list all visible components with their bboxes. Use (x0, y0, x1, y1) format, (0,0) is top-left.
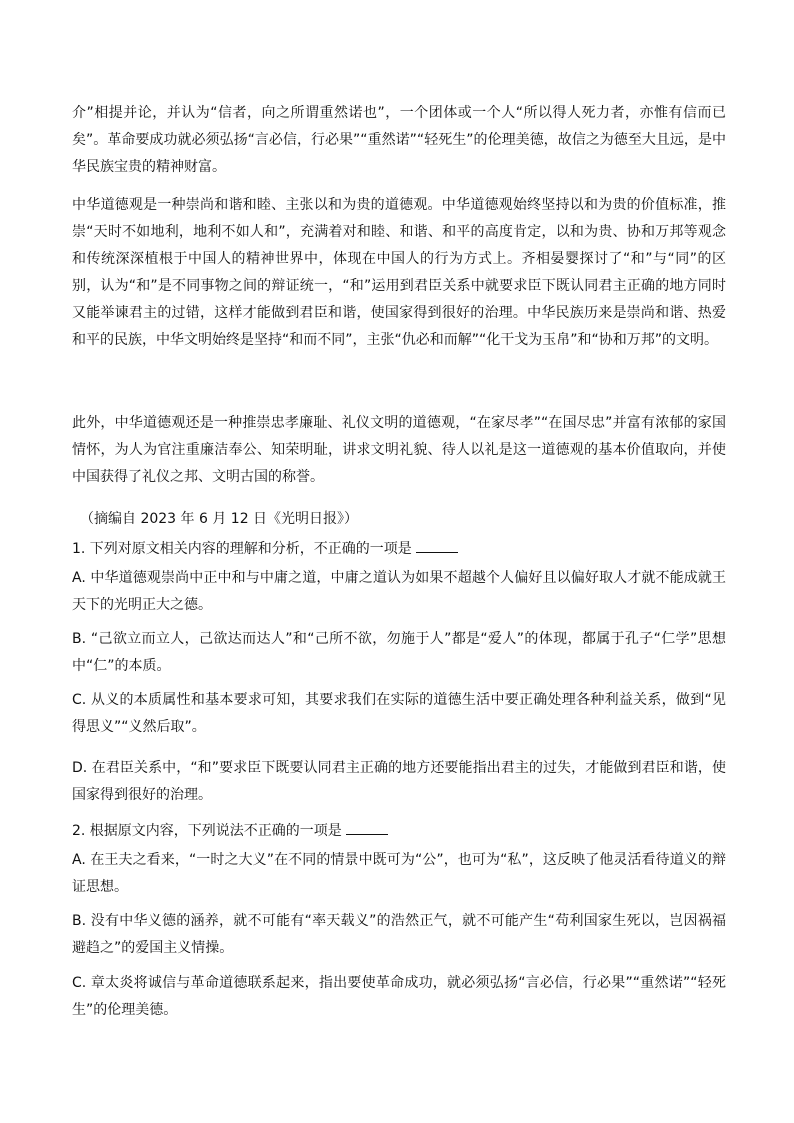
answer-blank (416, 538, 458, 553)
paragraph-2: 中华道德观是一种崇尚和谐和睦、主张以和为贵的道德观。中华道德观始终坚持以和为贵的价值标准，推崇“天时不如地利，地利不如人和”，充满着对和睦、和谐、和平的高度肯定，以和为贵、协和万邦等观念和传统深深植根于中国人的精神世界中，体现在中国人的行为方式上。齐相晏婴探讨了“和”与“同”的区别，认为“和”是不同事物之间的辩证统一，“和”运用到君臣关系中就要求臣下既认同君主正确的地方同时又能举谏君主的过错，这样才能做到君臣和谐，使国家得到很好的治理。中华民族历来是崇尚和谐、热爱和平的民族，中华文明始终是坚持“和而不同”，主张“仇必和而解”“化干戈为玉帛”和“协和万邦”的文明。 (72, 197, 726, 348)
question-2-option-c: C. 章太炎将诚信与革命道德联系起来，指出要使革命成功，就必须弘扬“言必信，行必果”“重然诺”“轻死生”的伦理美德。 (72, 975, 726, 1018)
source-citation: （摘编自 2023 年 6 月 12 日《光明日报》） (80, 511, 359, 527)
question-1-option-d: D. 在君臣关系中，“和”要求臣下既要认同君主正确的地方还要能指出君主的过失，才能做到君臣和谐，使国家得到很好的治理。 (72, 760, 726, 803)
question-1-stem: 1. 下列对原文相关内容的理解和分析，不正确的一项是 (72, 536, 726, 563)
question-1-option-b: B. “己欲立而立人，己欲达而达人”和“己所不欲，勿施于人”都是“爱人”的体现，都属于孔子“仁学”思想中“仁”的本质。 (72, 631, 726, 674)
question-1-option-c: C. 从义的本质属性和基本要求可知，其要求我们在实际的道德生活中要正确处理各种利益关系，做到“见得思义”“义然后取”。 (72, 692, 726, 735)
question-1-option-a: A. 中华道德观崇尚中正中和与中庸之道，中庸之道认为如果不超越个人偏好且以偏好取人才就不能成就王天下的光明正大之德。 (72, 570, 726, 613)
paragraph-1: 介”相提并论，并认为“信者，向之所谓重然诺也”，一个团体或一个人“所以得人死力者，亦惟有信而已矣”。革命要成功就必须弘扬“言必信，行必果”“重然诺”“轻死生”的伦理美德，故信之为德至大且远，是中华民族宝贵的精神财富。 (72, 105, 726, 175)
paragraph-3: 此外，中华道德观还是一种推崇忠孝廉耻、礼仪文明的道德观，“在家尽孝”“在国尽忠”并富有浓郁的家国情怀，为人为官注重廉洁奉公、知荣明耻，讲求文明礼貌、待人以礼是这一道德观的基本价值取向，并使中国获得了礼仪之邦、文明古国的称誉。 (72, 415, 726, 485)
question-2-option-b: B. 没有中华义德的涵养，就不可能有“率天载义”的浩然正气，就不可能产生“苟利国家生死以，岂因祸福避趋之”的爱国主义情操。 (72, 913, 726, 956)
question-2-option-a: A. 在王夫之看来，“一时之大义”在不同的情景中既可为“公”，也可为“私”，这反映了他灵活看待道义的辩证思想。 (72, 852, 726, 895)
question-2-stem: 2. 根据原文内容，下列说法不正确的一项是 (72, 818, 726, 845)
answer-blank (346, 820, 388, 835)
